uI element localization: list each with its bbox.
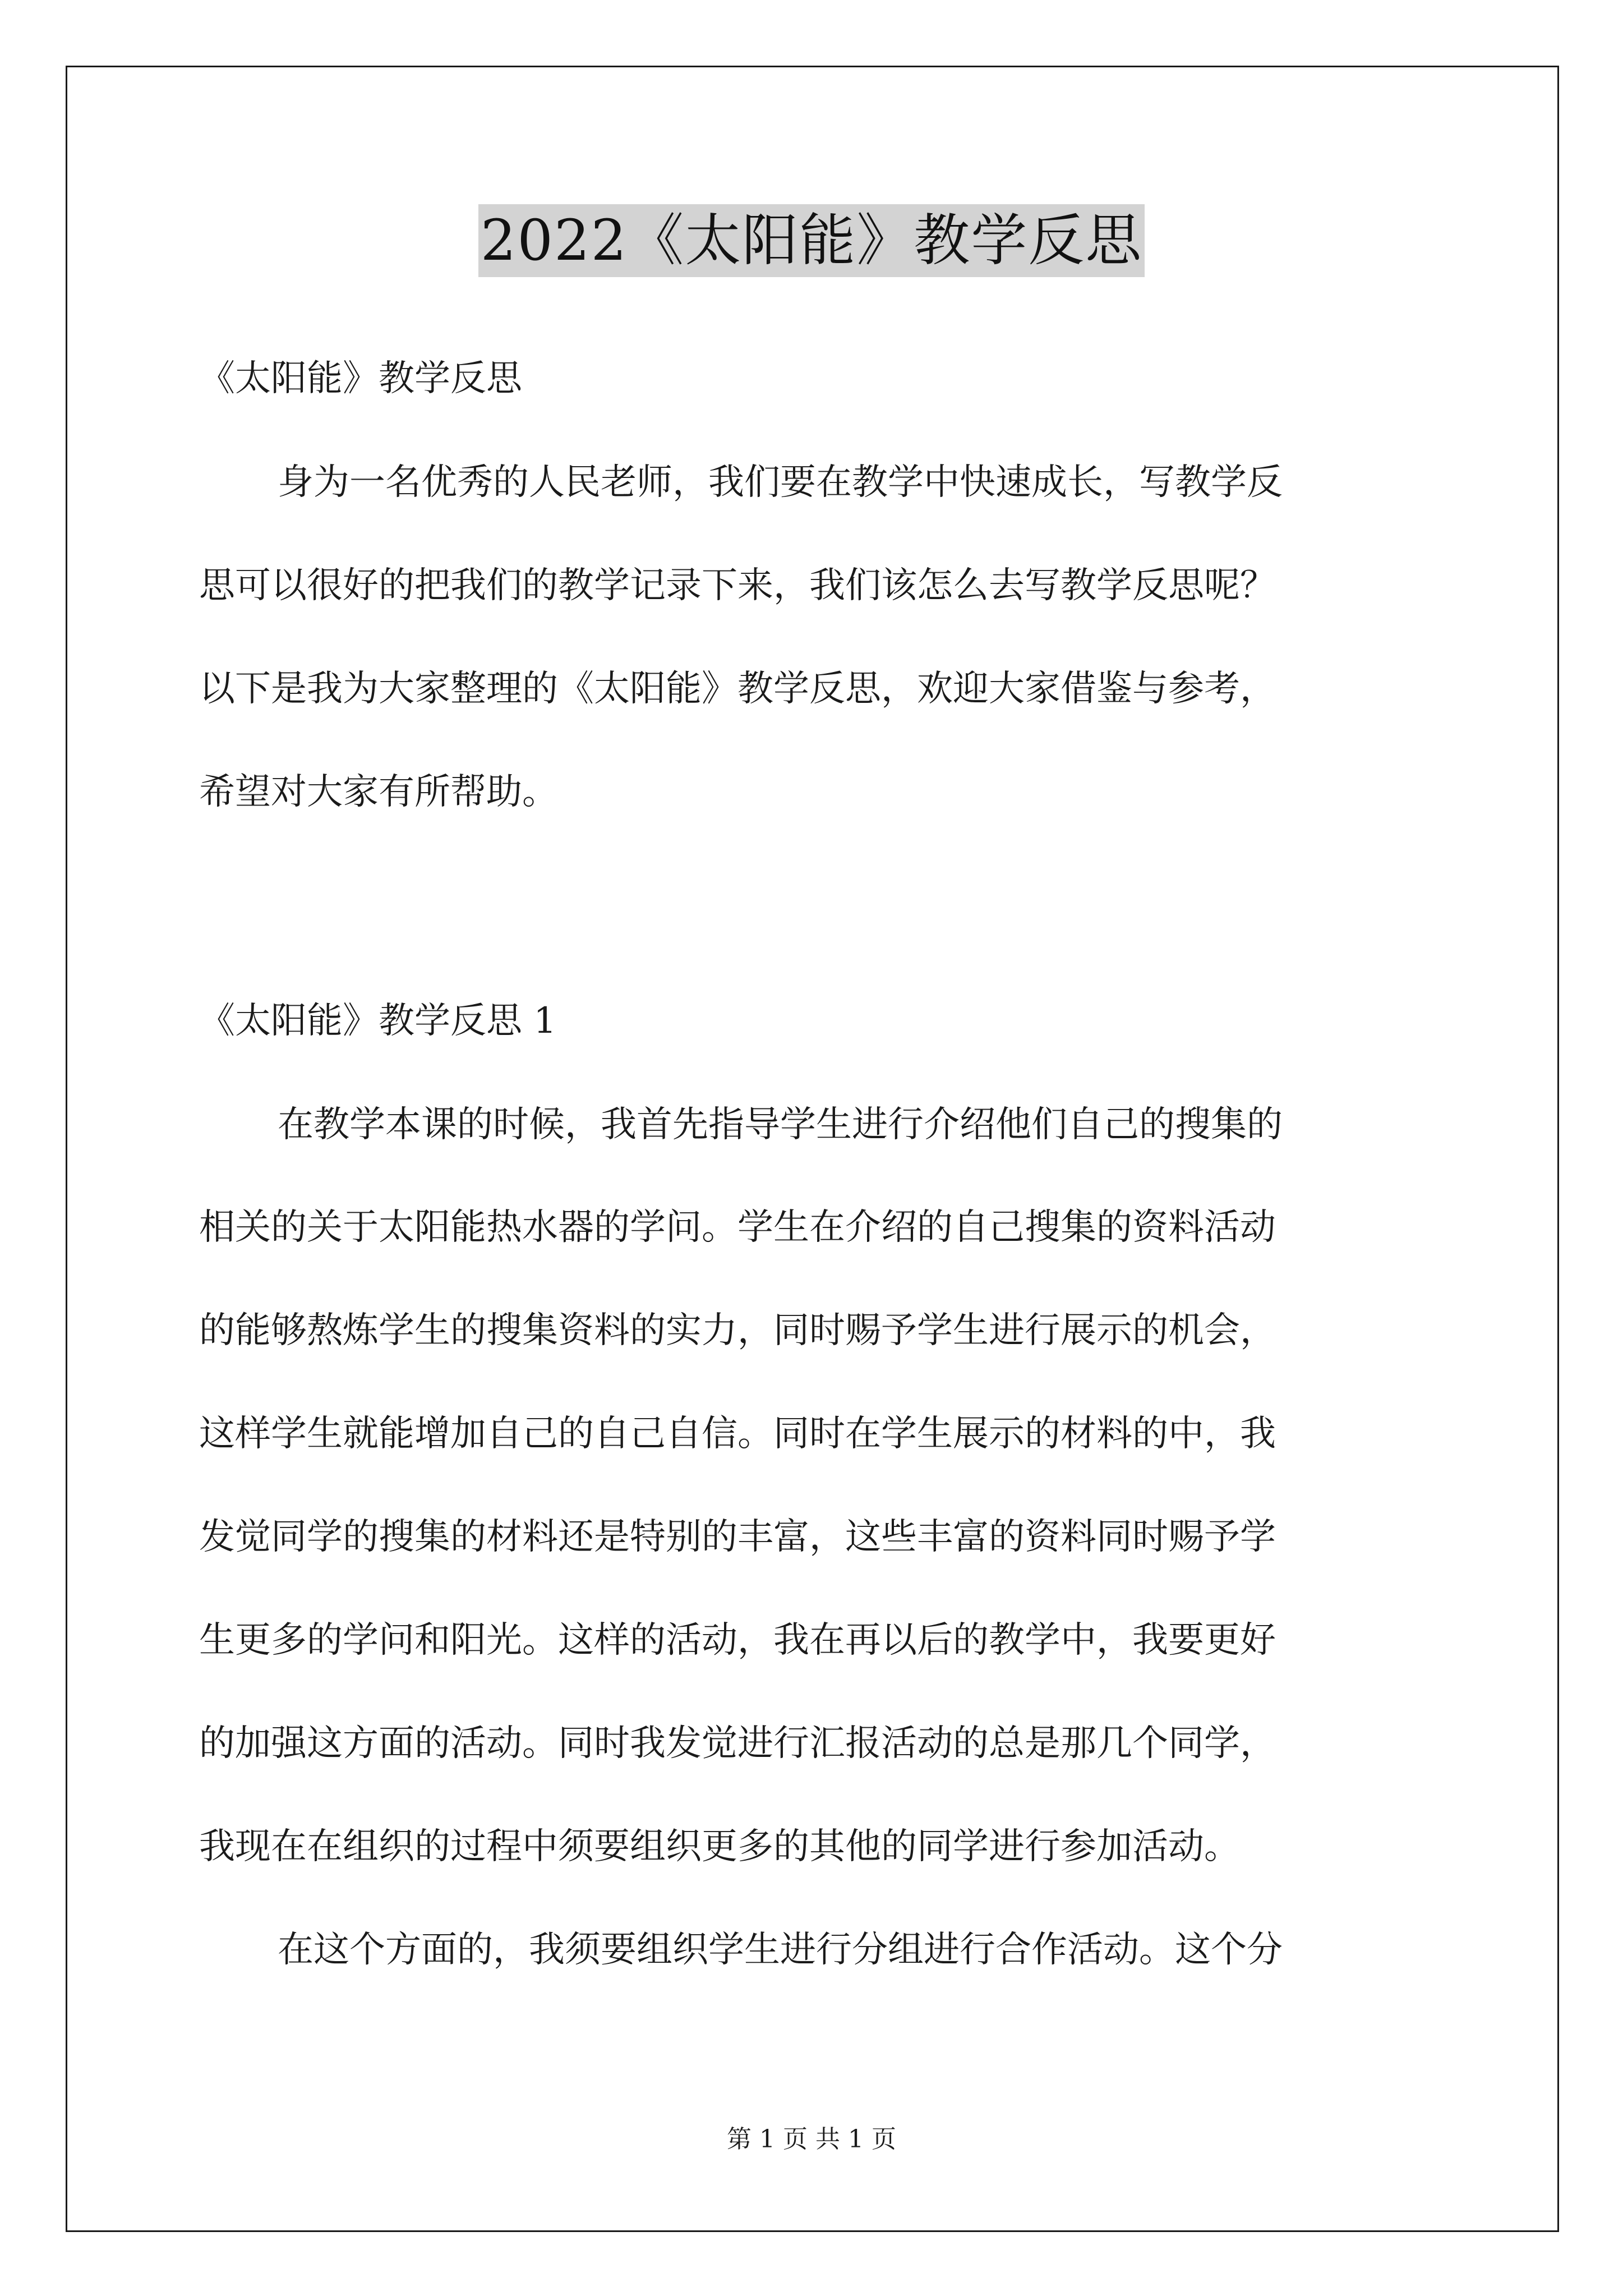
intro-line-1: 身为一名优秀的人民老师，我们要在教学中快速成长，写教学反 [278, 462, 1283, 503]
intro-line-2: 思可以很好的把我们的教学记录下来，我们该怎么去写教学反思呢？ [199, 565, 1276, 606]
intro-line-3: 以下是我为大家整理的《太阳能》教学反思，欢迎大家借鉴与参考， [199, 668, 1276, 710]
section-heading-1: 《太阳能》教学反思 1 [199, 1000, 557, 1042]
section1-line-7: 的加强这方面的活动。同时我发觉进行汇报活动的总是那几个同学， [199, 1723, 1276, 1764]
subtitle: 《太阳能》教学反思 [199, 358, 522, 399]
section1-line-5: 发觉同学的搜集的材料还是特别的丰富，这些丰富的资料同时赐予学 [199, 1516, 1276, 1558]
intro-line-4: 希望对大家有所帮助。 [199, 771, 558, 813]
section1-line-8: 我现在在组织的过程中须要组织更多的其他的同学进行参加活动。 [199, 1826, 1240, 1867]
document-title: 2022《太阳能》教学反思 [478, 204, 1145, 277]
title-container [0, 204, 1623, 277]
section1-line-6: 生更多的学问和阳光。这样的活动，我在再以后的教学中，我要更好 [199, 1619, 1276, 1661]
section1-line-1: 在教学本课的时候，我首先指导学生进行介绍他们自己的搜集的 [278, 1104, 1283, 1145]
section1-line-4: 这样学生就能增加自己的自己自信。同时在学生展示的材料的中，我 [199, 1413, 1276, 1455]
page-footer: 第 1 页 共 1 页 [727, 2125, 896, 2154]
section1-line-3: 的能够熬炼学生的搜集资料的实力，同时赐予学生进行展示的机会， [199, 1310, 1276, 1351]
section1-line-2: 相关的关于太阳能热水器的学问。学生在介绍的自己搜集的资料活动 [199, 1207, 1276, 1248]
section1-para2-line-1: 在这个方面的，我须要组织学生进行分组进行合作活动。这个分 [278, 1929, 1283, 1971]
